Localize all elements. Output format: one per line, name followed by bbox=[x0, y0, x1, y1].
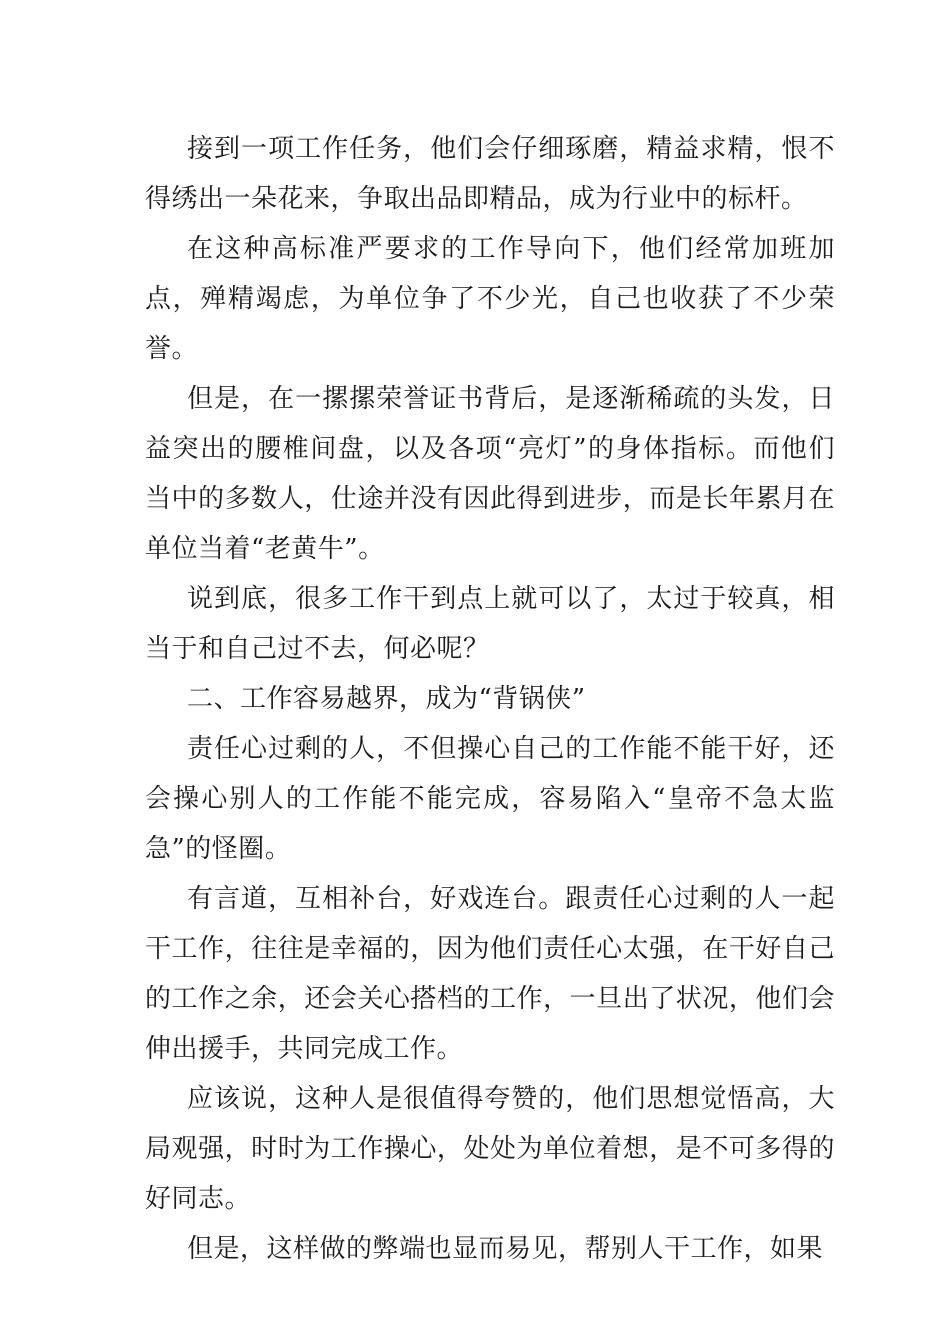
paragraph-5: 责任心过剩的人，不但操心自己的工作能不能干好，还会操心别人的工作能不能完成，容易陷入“皇帝不急太监急”的怪圈。 bbox=[145, 734, 835, 864]
paragraph-7: 应该说，这种人是很值得夸赞的，他们思想觉悟高，大局观强，时时为工作操心，处处为单位着想，是不可多得的好同志。 bbox=[145, 1084, 835, 1214]
paragraph-6: 有言道，互相补台，好戏连台。跟责任心过剩的人一起干工作，往往是幸福的，因为他们责任心太强，在干好自己的工作之余，还会关心搭档的工作，一旦出了状况，他们会伸出援手，共同完成工作。 bbox=[145, 884, 835, 1064]
paragraph-1: 接到一项工作任务，他们会仔细琢磨，精益求精，恨不得绣出一朵花来，争取出品即精品，成为行业中的标杆。 bbox=[145, 134, 835, 214]
paragraph-4: 说到底，很多工作干到点上就可以了，太过于较真，相当于和自己过不去，何必呢？ bbox=[145, 584, 835, 664]
body-text bbox=[145, 124, 835, 1274]
paragraph-2: 在这种高标准严要求的工作导向下，他们经常加班加点，殚精竭虑，为单位争了不少光，自己也收获了不少荣誉。 bbox=[145, 234, 835, 364]
paragraph-8: 但是，这样做的弊端也显而易见，帮别人干工作，如果 bbox=[187, 1234, 824, 1264]
paragraph-3: 但是，在一摞摞荣誉证书背后，是逐渐稀疏的头发，日益突出的腰椎间盘，以及各项“亮灯”的身体指标。而他们当中的多数人，仕途并没有因此得到进步，而是长年累月在单位当着“老黄牛”。 bbox=[145, 384, 835, 564]
section-heading: 二、工作容易越界，成为“背锅侠” bbox=[187, 684, 586, 714]
